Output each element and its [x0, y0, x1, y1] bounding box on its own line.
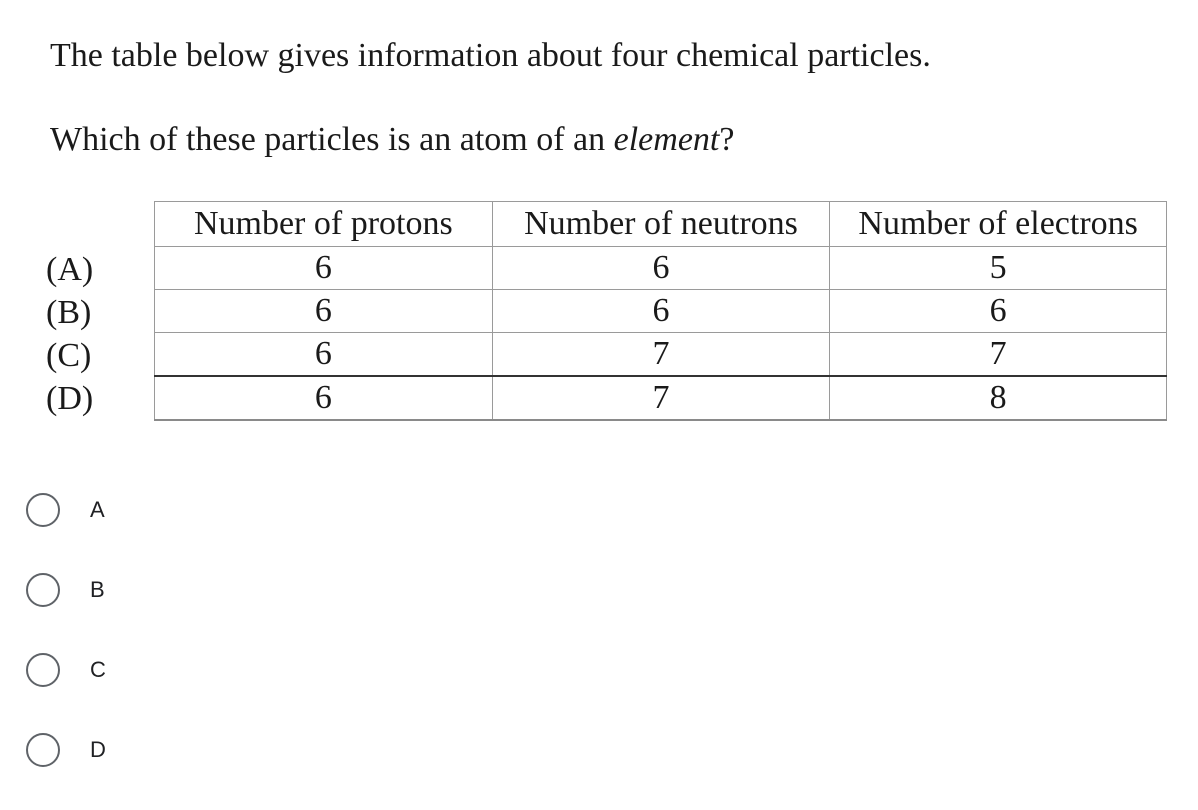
- question-prompt-text: Which of these particles is an atom of an: [50, 121, 614, 158]
- option-b-label: B: [90, 577, 105, 602]
- cell-electrons: 7: [830, 333, 1167, 377]
- radio-icon[interactable]: [26, 733, 60, 767]
- option-c-label: C: [90, 657, 106, 682]
- particles-table: [154, 201, 1167, 421]
- question-prompt: [50, 120, 734, 160]
- table-header-row: [155, 202, 1167, 247]
- cell-protons: 6: [155, 333, 493, 377]
- radio-icon[interactable]: [26, 493, 60, 527]
- header-electrons: Number of electrons: [830, 202, 1167, 247]
- cell-neutrons: 7: [492, 333, 830, 377]
- cell-electrons: 6: [830, 290, 1167, 333]
- row-label-d: (D): [46, 380, 94, 417]
- radio-icon[interactable]: [26, 653, 60, 687]
- header-neutrons: Number of neutrons: [492, 202, 830, 247]
- question-emphasis: element: [613, 121, 720, 158]
- cell-electrons: 8: [830, 376, 1167, 420]
- cell-protons: 6: [155, 290, 493, 333]
- table-row: [155, 290, 1167, 333]
- radio-icon[interactable]: [26, 573, 60, 607]
- row-label-b: (B): [46, 294, 92, 331]
- option-c[interactable]: [24, 648, 106, 692]
- question-intro: The table below gives information about four chemical particles.: [50, 37, 931, 74]
- cell-protons: 6: [155, 247, 493, 290]
- header-protons: Number of protons: [155, 202, 493, 247]
- row-label-c: (C): [46, 337, 92, 374]
- option-d[interactable]: [24, 728, 106, 772]
- option-a[interactable]: [24, 488, 105, 532]
- table-row: [155, 333, 1167, 377]
- cell-protons: 6: [155, 376, 493, 420]
- cell-neutrons: 7: [492, 376, 830, 420]
- cell-electrons: 5: [830, 247, 1167, 290]
- cell-neutrons: 6: [492, 290, 830, 333]
- table-row: [155, 247, 1167, 290]
- cell-neutrons: 6: [492, 247, 830, 290]
- row-label-a: (A): [46, 251, 94, 288]
- option-d-label: D: [90, 737, 106, 762]
- table-row: [155, 376, 1167, 420]
- option-a-label: A: [90, 497, 105, 522]
- option-b[interactable]: [24, 568, 105, 612]
- question-prompt-end: ?: [719, 121, 735, 158]
